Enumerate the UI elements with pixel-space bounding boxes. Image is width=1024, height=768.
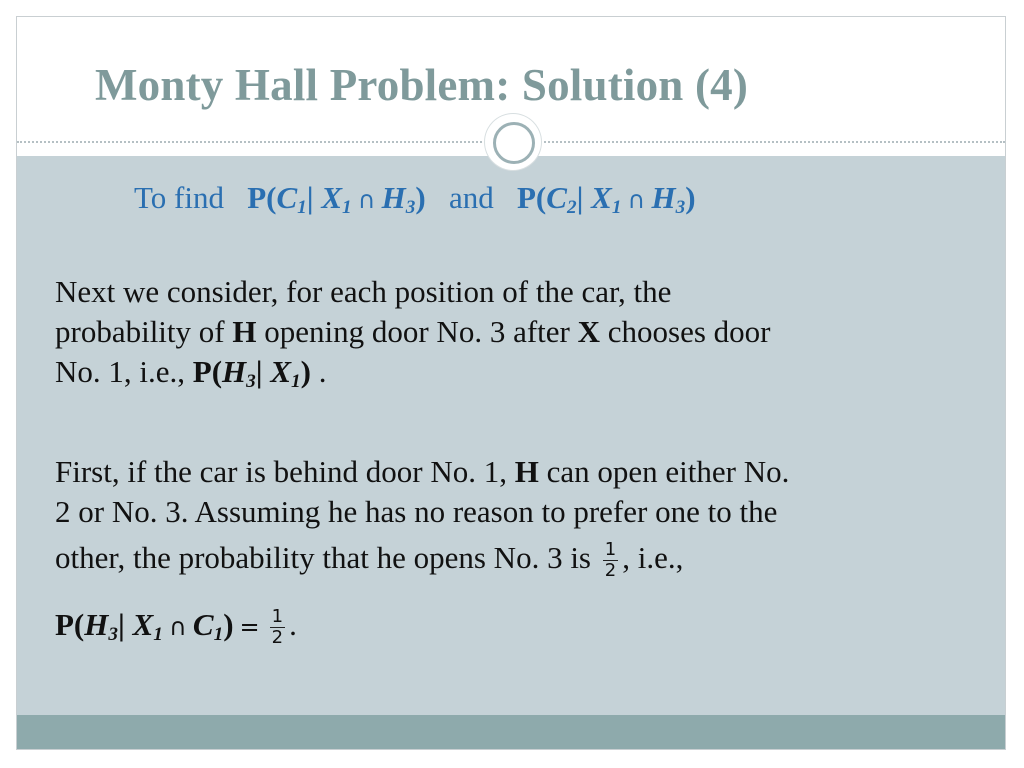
conditional-expression: $P(H_3|$ $X_1$) xyxy=(192,354,311,392)
paragraph-1-line-1: Next we consider, for each position of the car, the xyxy=(55,274,672,309)
target-expression-1: $P(C_1|$ $X_1$ ∩ $H_3$) xyxy=(247,180,426,218)
paragraph-2-line-3: other, the probability that he opens No. 3 is $\frac{1}{2}$ , i.e., xyxy=(55,539,684,582)
paragraph-2 xyxy=(55,452,789,581)
equals-sign: = xyxy=(239,613,260,641)
to-find-line xyxy=(134,180,696,216)
paragraph-1 xyxy=(55,272,770,392)
result-expression: $P(H_3|$ $X_1$ ∩ $C_1$) xyxy=(55,607,234,645)
paragraph-1-line-2: probability of H opening door No. 3 after X chooses door xyxy=(55,314,771,349)
fraction-one-half: $\frac{1}{2}$ xyxy=(604,539,617,582)
and-label: and xyxy=(448,180,494,215)
footer-bar xyxy=(17,715,1005,750)
paragraph-1-line-3: No. 1, i.e., $P(H_3|$ $X_1$) . xyxy=(55,354,327,392)
paragraph-2-line-1: First, if the car is behind door No. 1, H can open either No. xyxy=(55,454,790,489)
result-fraction: $\frac{1}{2}$ xyxy=(271,606,284,649)
to-find-label: To find xyxy=(134,180,224,215)
paragraph-2-line-2: 2 or No. 3. Assuming he has no reason to prefer one to the xyxy=(55,494,778,529)
target-expression-2: $P(C_2|$ $X_1$ ∩ $H_3$) xyxy=(517,180,696,218)
result-equation: $P(H_3|$ $X_1$ ∩ $C_1$) = $\frac{1}{2}$ . xyxy=(55,606,297,649)
circle-ornament-icon xyxy=(485,114,541,170)
slide-title: Monty Hall Problem: Solution (4) xyxy=(95,60,749,110)
